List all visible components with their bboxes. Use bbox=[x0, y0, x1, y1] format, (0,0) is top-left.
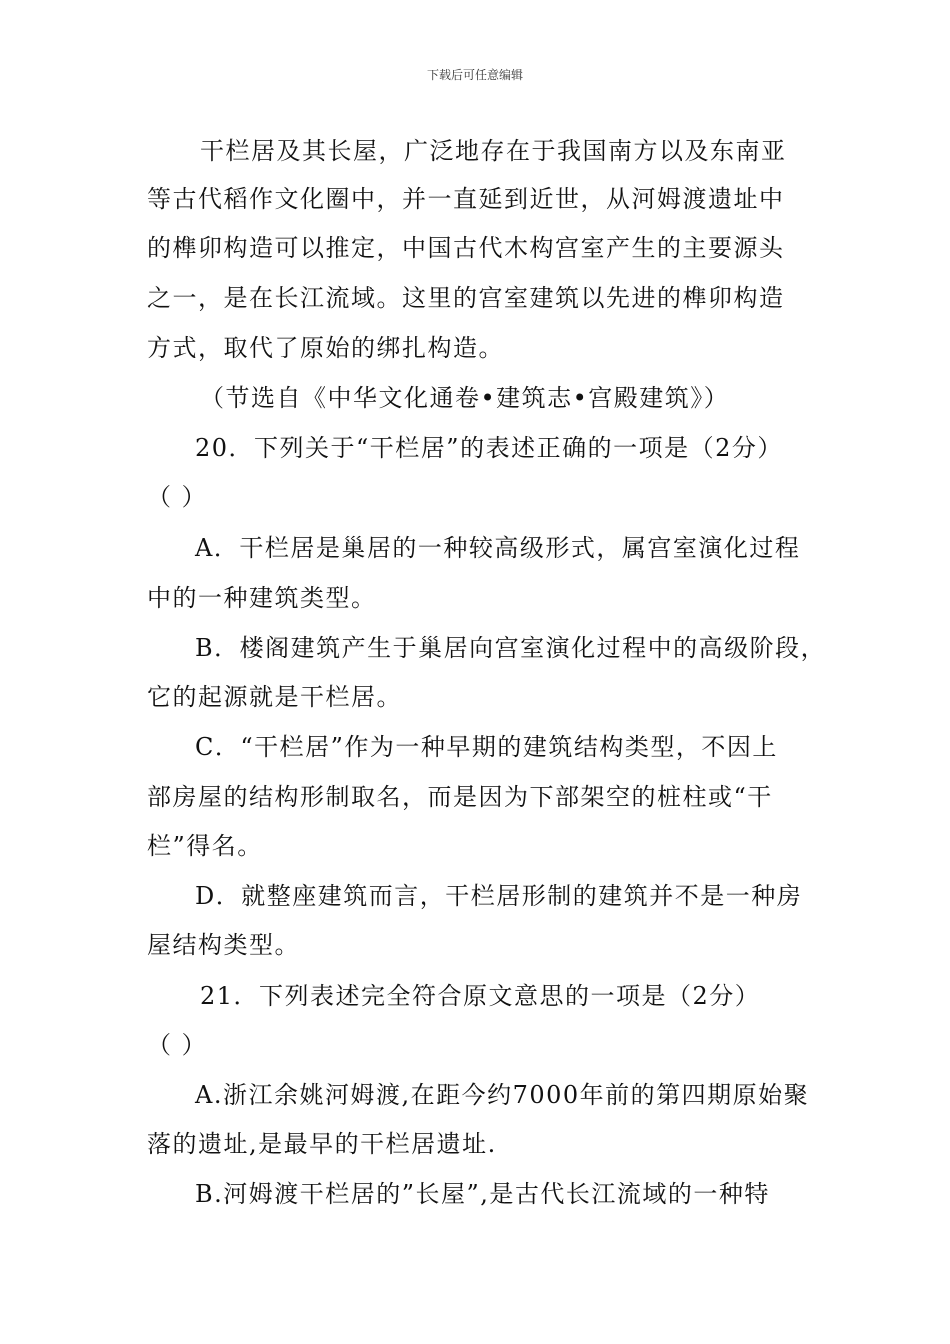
text-line: D．就整座建筑而言，干栏居形制的建筑并不是一种房 bbox=[195, 882, 803, 910]
text-line: 落的遗址,是最早的干栏居遗址. bbox=[147, 1130, 497, 1158]
text-line: 之一，是在长江流域。这里的宫室建筑以先进的榫卯构造 bbox=[147, 284, 785, 312]
text-line: （ ） bbox=[147, 483, 208, 511]
text-line: A.浙江余姚河姆渡,在距今约7000年前的第四期原始聚 bbox=[195, 1081, 810, 1109]
text-line: （ ） bbox=[147, 1031, 208, 1059]
text-line: A．干栏居是巢居的一种较高级形式，属宫室演化过程 bbox=[195, 534, 801, 562]
text-line: 栏”得名。 bbox=[147, 832, 263, 860]
text-line: 部房屋的结构形制取名，而是因为下部架空的桩柱或“干 bbox=[147, 783, 773, 811]
text-line: （节选自《中华文化通卷•建筑志•宫殿建筑》） bbox=[200, 384, 730, 412]
text-line: 方式，取代了原始的绑扎构造。 bbox=[147, 334, 504, 362]
text-line: 21．下列表述完全符合原文意思的一项是（2分） bbox=[200, 982, 761, 1010]
text-line: B．楼阁建筑产生于巢居向宫室演化过程中的高级阶段， bbox=[195, 634, 827, 662]
text-line: 中的一种建筑类型。 bbox=[147, 584, 377, 612]
text-line: 20．下列关于“干栏居”的表述正确的一项是（2分） bbox=[195, 434, 783, 462]
text-line: C．“干栏居”作为一种早期的建筑结构类型，不因上 bbox=[195, 733, 778, 761]
text-line: B.河姆渡干栏居的”长屋”,是古代长江流域的一种特 bbox=[195, 1180, 770, 1208]
text-line: 的榫卯构造可以推定，中国古代木构宫室产生的主要源头 bbox=[147, 234, 785, 262]
text-line: 等古代稻作文化圈中，并一直延到近世，从河姆渡遗址中 bbox=[147, 185, 785, 213]
text-line: 干栏居及其长屋，广泛地存在于我国南方以及东南亚 bbox=[200, 137, 787, 165]
text-line: 它的起源就是干栏居。 bbox=[147, 683, 402, 711]
text-line: 屋结构类型。 bbox=[147, 931, 300, 959]
page-header: 下载后可任意编辑 bbox=[426, 68, 523, 82]
